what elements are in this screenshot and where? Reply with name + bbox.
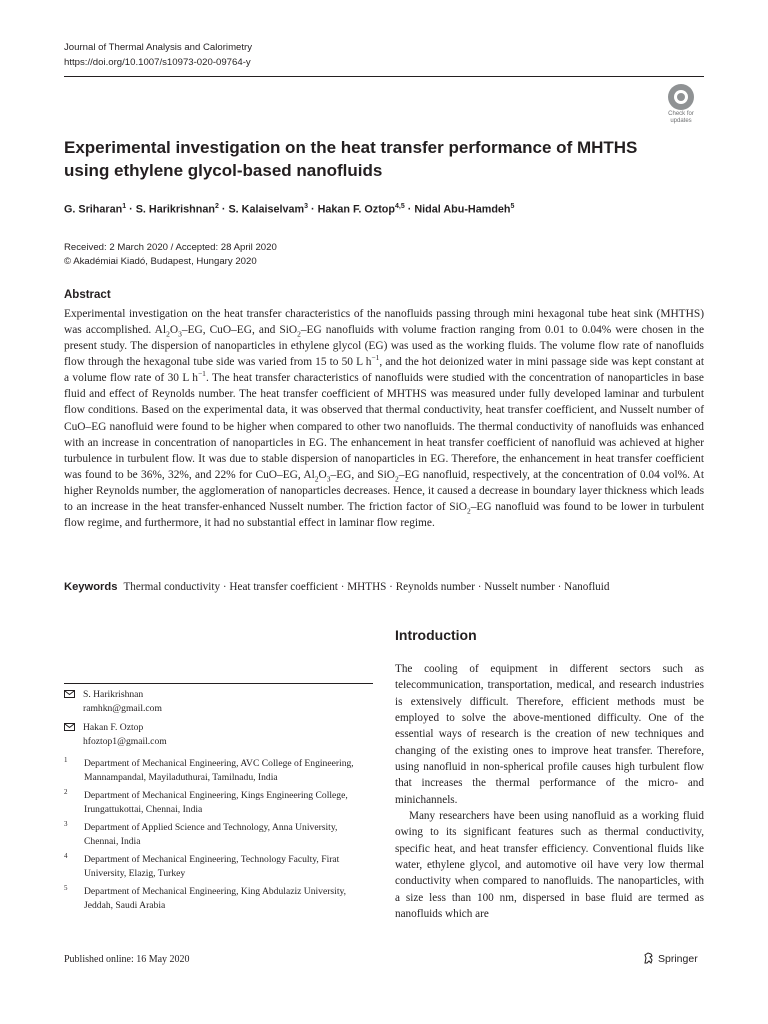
- affiliation-number: 4: [64, 852, 68, 860]
- header-rule: [64, 76, 704, 77]
- affiliation-item: [64, 821, 373, 848]
- contact-name: Hakan F. Oztop: [83, 722, 144, 733]
- keywords-label: Keywords: [64, 581, 118, 593]
- affiliation-text: Department of Mechanical Engineering, Kings Engineering College, Irungattukottai, Chennai, India: [84, 790, 348, 815]
- contact-email[interactable]: ramhkn@gmail.com: [83, 702, 162, 714]
- check-updates-line1: Check for: [668, 111, 694, 117]
- affiliation-text: Department of Mechanical Engineering, Technology Faculty, Firat University, Elazig, Turkey: [84, 854, 340, 879]
- copyright: © Akadémiai Kiadó, Budapest, Hungary 2020: [64, 256, 257, 267]
- keywords-text: Thermal conductivity · Heat transfer coefficient · MHTHS · Reynolds number · Nusselt number · Nanofluid: [123, 581, 610, 593]
- author[interactable]: S. Kalaiselvam: [228, 203, 305, 216]
- formula-text: –EG: [470, 500, 496, 513]
- publisher-name: Springer: [658, 953, 698, 965]
- formula-subscript: 2: [395, 474, 399, 484]
- author[interactable]: Nidal Abu-Hamdeh: [414, 203, 511, 216]
- affiliation-number: 1: [64, 756, 68, 764]
- author-affiliation-ref: 5: [510, 203, 515, 210]
- affiliation-number: 5: [64, 884, 68, 892]
- journal-name: Journal of Thermal Analysis and Calorimetry: [64, 42, 253, 53]
- formula-subscript: 2: [166, 329, 170, 339]
- formula-text: –EG, CuO–EG, and SiO: [181, 324, 298, 337]
- envelope-icon: [64, 723, 75, 731]
- abstract-text: nanofluids with volume fraction ranging from 0.01 to 0.04% were chosen in the present study. The dispersion of nanoparticles in ethylene glycol (EG) was used as the working fluids. The volume flow rate of nanofluids flow through the hexagonal tube side was varied from 15 to 50 L h: [64, 324, 704, 369]
- abstract-text: nanofluid, respectively, at the concentration of 0.04 vol%. At higher Reynolds number, the agglomeration of nanoparticles decreases. Hence, it caused a decrease in boundary layer thickness which leads to an increase in the heat transfer-enhanced Nusselt number. The friction factor of: [64, 468, 704, 513]
- doi-link[interactable]: https://doi.org/10.1007/s10973-020-09764-y: [64, 56, 251, 68]
- introduction-heading: Introduction: [395, 627, 477, 643]
- contact-entry: [64, 721, 373, 748]
- check-updates-line2: updates: [670, 117, 692, 124]
- article-title: Experimental investigation on the heat transfer performance of MHTHS using ethylene glycol-based nanofluids: [64, 138, 638, 180]
- author[interactable]: S. Harikrishnan: [135, 203, 215, 216]
- formula-text: –EG: [300, 324, 326, 337]
- article-dates: [64, 241, 277, 269]
- author[interactable]: Hakan F. Oztop: [317, 203, 395, 216]
- footnote-rule: [64, 683, 373, 684]
- affiliation-item: [64, 885, 373, 912]
- author-list: G. Sriharan$^1$ · S. Harikrishnan$^2$ · S. Kalaiselvam$^3$ · Hakan F. Oztop$^{4,5}$ · Nidal Abu-Hamdeh$^5$: [64, 203, 515, 216]
- formula-text: SiO: [449, 500, 467, 513]
- affiliation-item: [64, 789, 373, 816]
- formula-subscript: 2: [466, 506, 471, 516]
- unit-superscript: −1: [197, 369, 206, 379]
- check-for-updates-badge[interactable]: [659, 84, 703, 124]
- formula-text: O: [169, 324, 179, 337]
- abstract-text: . The heat transfer characteristics of nanofluids were studied with the concentration of nanoparticles in base fluid and effect of Reynolds number. The heat transfer coefficient of MHTHS was measured under fully developed laminar and turbulent flow conditions. Based on the experimental data, it was observed that thermal conductivity, heat transfer coefficient, and Nusselt number of CuO–EG nanofluid were found to be higher when compared to other two nanofluids. The thermal conductivity of nanofluids was enhanced with an increase in concentration of nanoparticles in EG. The enhancement in heat transfer coefficient of nanofluid was achieved at higher turbulence in turbulent flow. It was due to stable dispersion of nanoparticles in EG. Therefore, the enhancement in heat transfer coefficient was found to be 36%, 32%, and 22% for CuO–EG,: [64, 372, 704, 481]
- formula-text: –EG, and SiO: [330, 468, 395, 481]
- formula-text: –EG: [398, 468, 423, 481]
- unit-superscript: −1: [371, 353, 380, 363]
- formula-subscript: 3: [326, 474, 331, 484]
- formula-text: Al: [303, 468, 315, 481]
- affiliation-text: Department of Mechanical Engineering, AVC College of Engineering, Mannampandal, Mayiladuthurai, Tamilnadu, India: [84, 758, 354, 783]
- journal-header: [64, 41, 252, 70]
- abstract-heading: Abstract: [64, 289, 111, 301]
- author-affiliation-ref: 1: [122, 203, 127, 210]
- introduction-paragraph: Many researchers have been using nanofluid as a working fluid owing to its significant features such as thermal conductivity, specific heat, and heat transfer efficiency. Conventional fluids like water, ethylene glycol, and automotive oil have very low thermal conductivity when compared to nanofluids. The nanoparticles, with a size less than 100 nm, dispersed in base fluid are termed as nanofluids which are: [395, 810, 704, 921]
- affiliation-text: Department of Mechanical Engineering, King Abdulaziz University, Jeddah, Saudi Arabia: [84, 886, 347, 911]
- abstract-text: , and the hot deionized water in mini passage side was kept constant at a volume flow rate of 30 L h: [64, 356, 704, 385]
- abstract-body: [64, 306, 704, 531]
- received-accepted: Received: 2 March 2020 / Accepted: 28 April 2020: [64, 242, 277, 253]
- envelope-icon: [64, 690, 75, 698]
- affiliation-text: Department of Applied Science and Technology, Anna University, Chennai, India: [84, 822, 338, 847]
- formula-text: Al: [154, 324, 167, 337]
- contact-entry: [64, 688, 373, 715]
- formula-text: O: [318, 468, 327, 481]
- springer-horse-icon: [643, 952, 655, 967]
- formula-subscript: 2: [314, 474, 319, 484]
- affiliation-number: 3: [64, 820, 68, 828]
- affiliation-list: [64, 757, 373, 917]
- keywords: [64, 581, 609, 593]
- published-online: Published online: 16 May 2020: [64, 954, 190, 965]
- check-updates-icon: [668, 84, 694, 110]
- formula-subscript: 2: [297, 329, 301, 339]
- affiliation-item: [64, 853, 373, 880]
- affiliation-item: [64, 757, 373, 784]
- introduction-body: [395, 661, 704, 923]
- introduction-paragraph: The cooling of equipment in different sectors such as telecommunication, transportation, medical, and research industries is extensively difficult. Therefore, efficient methods must be employed to solve the above-mentioned difficulty. One of the essential ways of research is the creation of new techniques and changing of the existing ones to improve heat transfer. Therefore, using nanofluid in non-spherical profile causes high turbulent flow that increases the thermal performance of the micro- and minichannels.: [395, 663, 704, 806]
- corresponding-authors: [64, 688, 373, 754]
- formula-subscript: 3: [178, 329, 182, 339]
- contact-email[interactable]: hfoztop1@gmail.com: [83, 735, 167, 747]
- author-affiliation-ref: 2: [214, 203, 219, 210]
- author[interactable]: G. Sriharan: [64, 203, 123, 216]
- affiliation-number: 2: [64, 788, 68, 796]
- publisher-logo[interactable]: [643, 952, 698, 967]
- author-affiliation-ref: 3: [304, 203, 308, 210]
- abstract-text: nanofluid was found to be lower in turbulent flow regime, and furthermore, it had no substantial effect in laminar flow regime.: [64, 500, 704, 530]
- abstract-text: Experimental investigation on the heat transfer characteristics of the nanofluids passing through mini hexagonal tube heat sink (MHTHS) was accomplished.: [64, 308, 704, 337]
- contact-name: S. Harikrishnan: [83, 689, 144, 700]
- author-affiliation-ref: 4,5: [395, 203, 405, 210]
